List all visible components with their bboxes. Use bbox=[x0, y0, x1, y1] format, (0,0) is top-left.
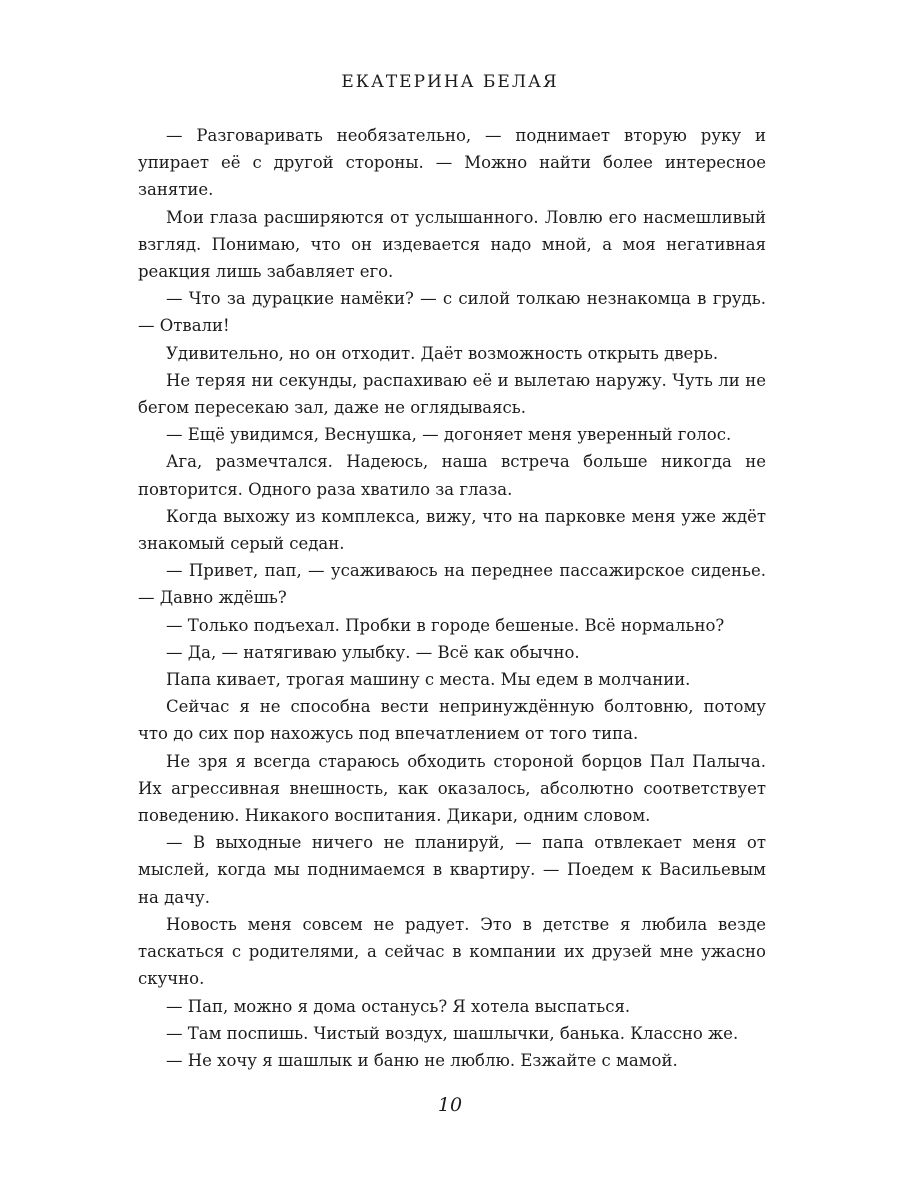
paragraph: — Пап, можно я дома останусь? Я хотела выспаться. bbox=[166, 996, 631, 1016]
paragraph: Не теряя ни секунды, распахиваю её и вылетаю наружу. Чуть ли не бегом пересекаю зал, даже не оглядываясь. bbox=[138, 370, 766, 418]
paragraph: Удивительно, но он отходит. Даёт возможность открыть дверь. bbox=[166, 343, 719, 363]
paragraph: Папа кивает, трогая машину с места. Мы едем в молчании. bbox=[166, 670, 691, 690]
body-text bbox=[138, 122, 766, 1074]
paragraph: Новость меня совсем не радует. Это в детстве я любила везде таскаться с родителями, а сейчас в компании их друзей мне ужасно скучно. bbox=[138, 914, 766, 989]
running-head-author: ЕКАТЕРИНА БЕЛАЯ bbox=[341, 72, 559, 92]
paragraph: — Не хочу я шашлык и баню не люблю. Езжайте с мамой. bbox=[166, 1050, 678, 1070]
paragraph: — Разговаривать необязательно, — поднимает вторую руку и упирает её с другой стороны. — Можно найти более интересное занятие. bbox=[138, 126, 766, 200]
paragraph: Не зря я всегда стараюсь обходить стороной борцов Пал Палыча. Их агрессивная внешность, как оказалось, абсолютно соответствует поведению. Никакого воспитания. Дикари, одним словом. bbox=[138, 751, 766, 826]
paragraph: Ага, размечтался. Надеюсь, наша встреча больше никогда не повторится. Одного раза хватило за глаза. bbox=[138, 452, 766, 499]
paragraph: — Да, — натягиваю улыбку. — Всё как обычно. bbox=[166, 642, 580, 662]
paragraph: — Только подъехал. Пробки в городе бешеные. Всё нормально? bbox=[166, 615, 725, 635]
paragraph: — В выходные ничего не планируй, — папа отвлекает меня от мыслей, когда мы поднимаемся в квартиру. — Поедем к Васильевым на дачу. bbox=[138, 833, 766, 907]
paragraph: Сейчас я не способна вести непринуждённую болтовню, потому что до сих пор нахожусь под впечатлением от того типа. bbox=[138, 697, 766, 744]
paragraph: Мои глаза расширяются от услышанного. Ловлю его насмешливый взгляд. Понимаю, что он издевается надо мной, а моя негативная реакция лишь забавляет его. bbox=[138, 207, 766, 282]
paragraph: — Там поспишь. Чистый воздух, шашлычки, банька. Классно же. bbox=[166, 1023, 739, 1043]
paragraph: — Ещё увидимся, Веснушка, — догоняет меня уверенный голос. bbox=[166, 425, 732, 445]
paragraph: — Что за дурацкие намёки? — с силой толкаю незнакомца в грудь. — Отвали! bbox=[138, 289, 766, 336]
paragraph: — Привет, пап, — усаживаюсь на переднее пассажирское сиденье. — Давно ждёшь? bbox=[138, 561, 766, 608]
paragraph: Когда выхожу из комплекса, вижу, что на парковке меня уже ждёт знакомый серый седан. bbox=[138, 506, 766, 554]
page-number: 10 bbox=[437, 1094, 463, 1116]
